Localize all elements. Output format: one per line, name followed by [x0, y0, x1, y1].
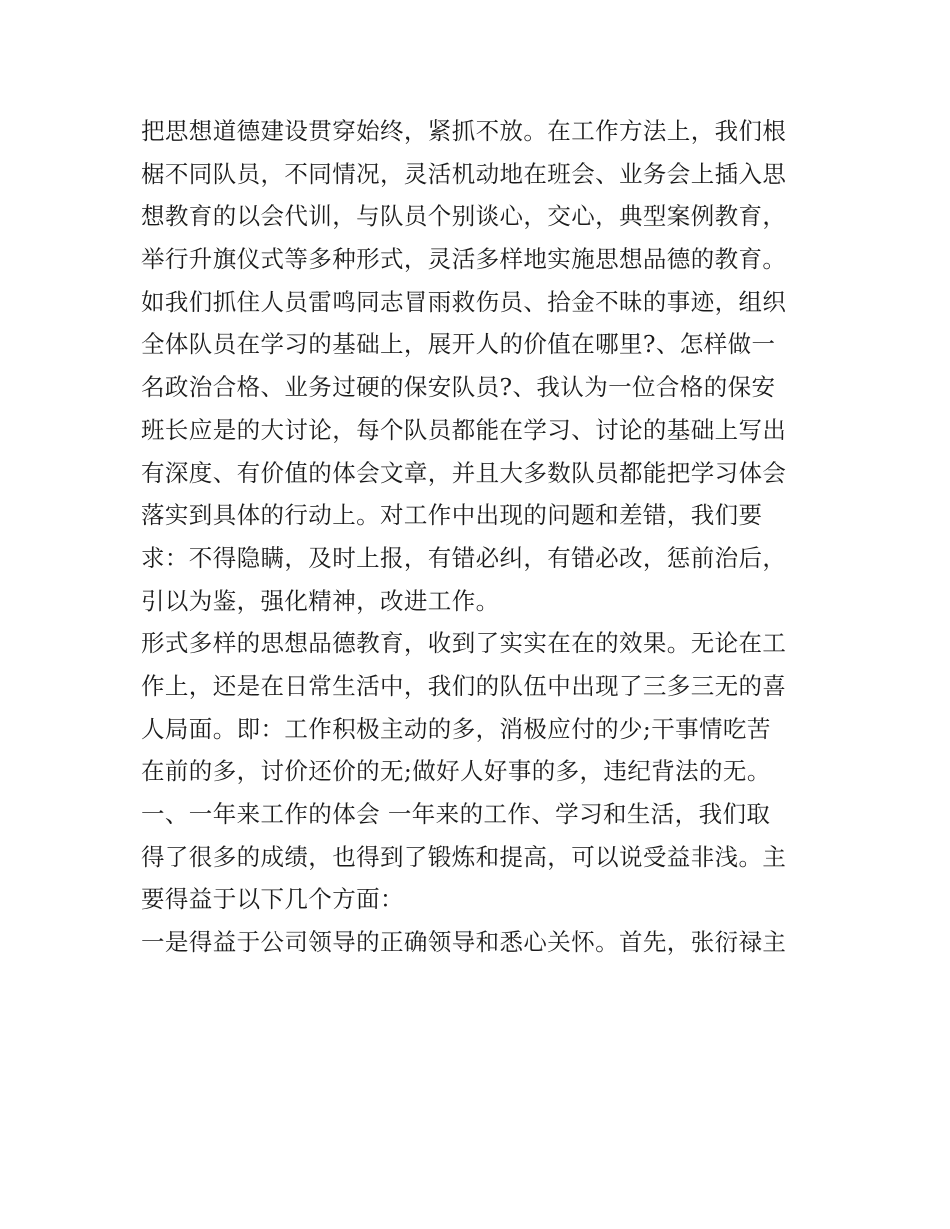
text-line-10: 落实到具体的行动上。对工作中出现的问题和差错，我们要 — [141, 501, 763, 530]
text-line-1: 把思想道德建设贯穿始终，紧抓不放。在工作方法上，我们根 — [141, 117, 787, 145]
text-line-17: 一、一年来工作的体会 一年来的工作、学习和生活，我们取 — [141, 800, 771, 828]
text-line-8: 班长应是的大讨论，每个队员都能在学习、讨论的基础上写出 — [141, 415, 787, 444]
text-line-14: 作上，还是在日常生活中，我们的队伍中出现了三多三无的喜 — [141, 671, 787, 700]
text-line-13: 形式多样的思想品德教育，收到了实实在在的效果。无论在工 — [141, 629, 787, 658]
text-line-7: 名政治合格、业务过硬的保安队员?、我认为一位合格的保安 — [141, 373, 776, 402]
text-line-6: 全体队员在学习的基础上，展开人的价值在哪里?、怎样做一 — [141, 330, 776, 359]
text-line-16: 在前的多，讨价还价的无;做好人好事的多，违纪背法的无。 — [141, 757, 771, 786]
document-body — [141, 110, 817, 964]
text-line-19: 要得益于以下几个方面： — [141, 885, 404, 914]
text-line-11: 求：不得隐瞒，及时上报，有错必纠，有错必改，惩前治后， — [141, 543, 787, 572]
text-line-9: 有深度、有价值的体会文章，并且大多数队员都能把学习体会 — [141, 458, 787, 487]
text-line-3: 想教育的以会代训，与队员个别谈心，交心，典型案例教育， — [141, 202, 787, 231]
text-line-4: 举行升旗仪式等多种形式，灵活多样地实施思想品德的教育。 — [141, 245, 787, 274]
text-line-5: 如我们抓住人员雷鸣同志冒雨救伤员、拾金不昧的事迹，组织 — [141, 287, 787, 316]
text-line-15: 人局面。即：工作积极主动的多，消极应付的少;干事情吃苦 — [141, 714, 771, 743]
text-line-18: 得了很多的成绩，也得到了锻炼和提高，可以说受益非浅。主 — [141, 842, 787, 871]
text-line-20: 一是得益于公司领导的正确领导和悉心关怀。首先，张衍禄主 — [141, 928, 787, 957]
text-line-12: 引以为鉴，强化精神，改进工作。 — [141, 586, 500, 615]
text-line-2: 椐不同队员，不同情况，灵活机动地在班会、业务会上插入思 — [141, 159, 787, 188]
